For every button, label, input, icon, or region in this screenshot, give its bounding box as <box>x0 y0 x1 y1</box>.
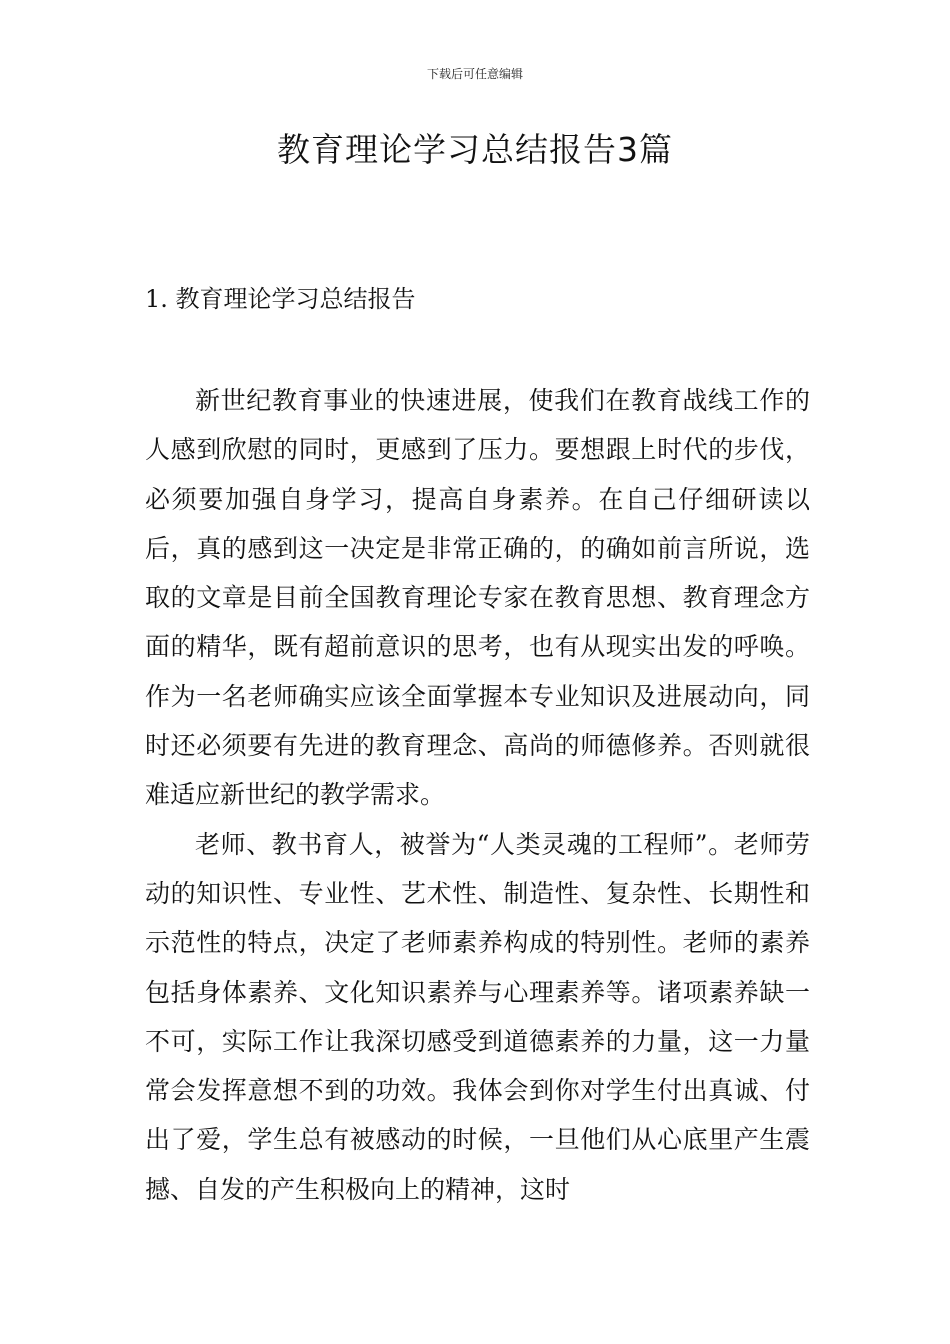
paragraph: 新世纪教育事业的快速进展，使我们在教育战线工作的人感到欣慰的同时，更感到了压力。要想跟上时代的步伐，必须要加强自身学习，提高自身素养。在自己仔细研读以后，真的感到这一决定是非常正确的，的确如前言所说，选取的文章是目前全国教育理论专家在教育思想、教育理念方面的精华，既有超前意识的思考，也有从现实出发的呼唤。作为一名老师确实应该全面掌握本专业知识及进展动向，同时还必须要有先进的教育理念、高尚的师德修养。否则就很难适应新世纪的教学需求。 <box>145 386 810 810</box>
body-text <box>145 376 810 1214</box>
document-title: 教育理论学习总结报告3篇 <box>277 130 673 169</box>
header-note: 下载后可任意编辑 <box>426 67 523 81</box>
section-heading: 1. 教育理论学习总结报告 <box>145 285 416 313</box>
paragraph: 老师、教书育人，被誉为“人类灵魂的工程师”。老师劳动的知识性、专业性、艺术性、制造性、复杂性、长期性和示范性的特点，决定了老师素养构成的特别性。老师的素养包括身体素养、文化知识素养与心理素养等。诸项素养缺一不可，实际工作让我深切感受到道德素养的力量，这一力量常会发挥意想不到的功效。我体会到你对学生付出真诚、付出了爱，学生总有被感动的时候，一旦他们从心底里产生震撼、自发的产生积极向上的精神，这时 <box>145 829 810 1204</box>
